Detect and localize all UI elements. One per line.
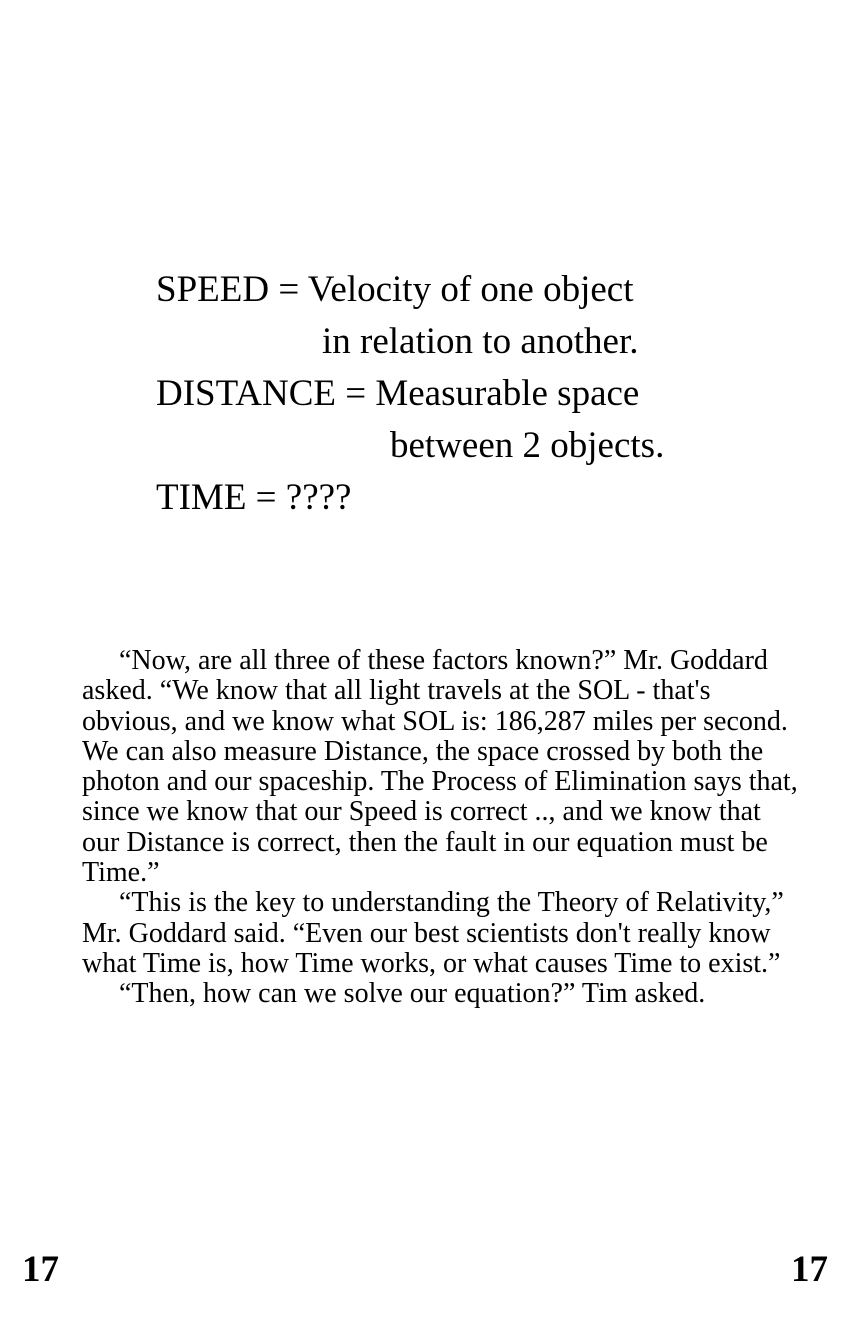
- distance-definition-line-1: DISTANCE = Measurable space: [156, 373, 640, 414]
- speed-definition-line-1: SPEED = Velocity of one object: [156, 269, 634, 310]
- paragraph-2: “This is the key to understanding the Theory of Relativity,” Mr. Goddard said. “Even our best scientists don't really know what Time is, how Time works, or what causes Time to exist.”: [82, 887, 784, 979]
- definitions-block: [156, 264, 796, 524]
- distance-definition-line-2: between 2 objects.: [390, 425, 665, 466]
- page-number-left: 17: [22, 1249, 59, 1290]
- time-definition-line: TIME = ????: [156, 477, 352, 518]
- paragraph-3: “Then, how can we solve our equation?” Tim asked.: [119, 978, 706, 1010]
- page-number-right: 17: [791, 1249, 828, 1290]
- story-passage: [82, 646, 802, 1010]
- paragraph-1: “Now, are all three of these factors known?” Mr. Goddard asked. “We know that all light travels at the SOL - that's obvious, and we know what SOL is: 186,287 miles per second. We can also measure Distance, the space crossed by both the photon and our spaceship. The Process of Elimination says that, since we know that our Speed is correct .., and we know that our Distance is correct, then the fault in our equation must be Time.”: [82, 645, 798, 889]
- speed-definition-line-2: in relation to another.: [322, 321, 639, 362]
